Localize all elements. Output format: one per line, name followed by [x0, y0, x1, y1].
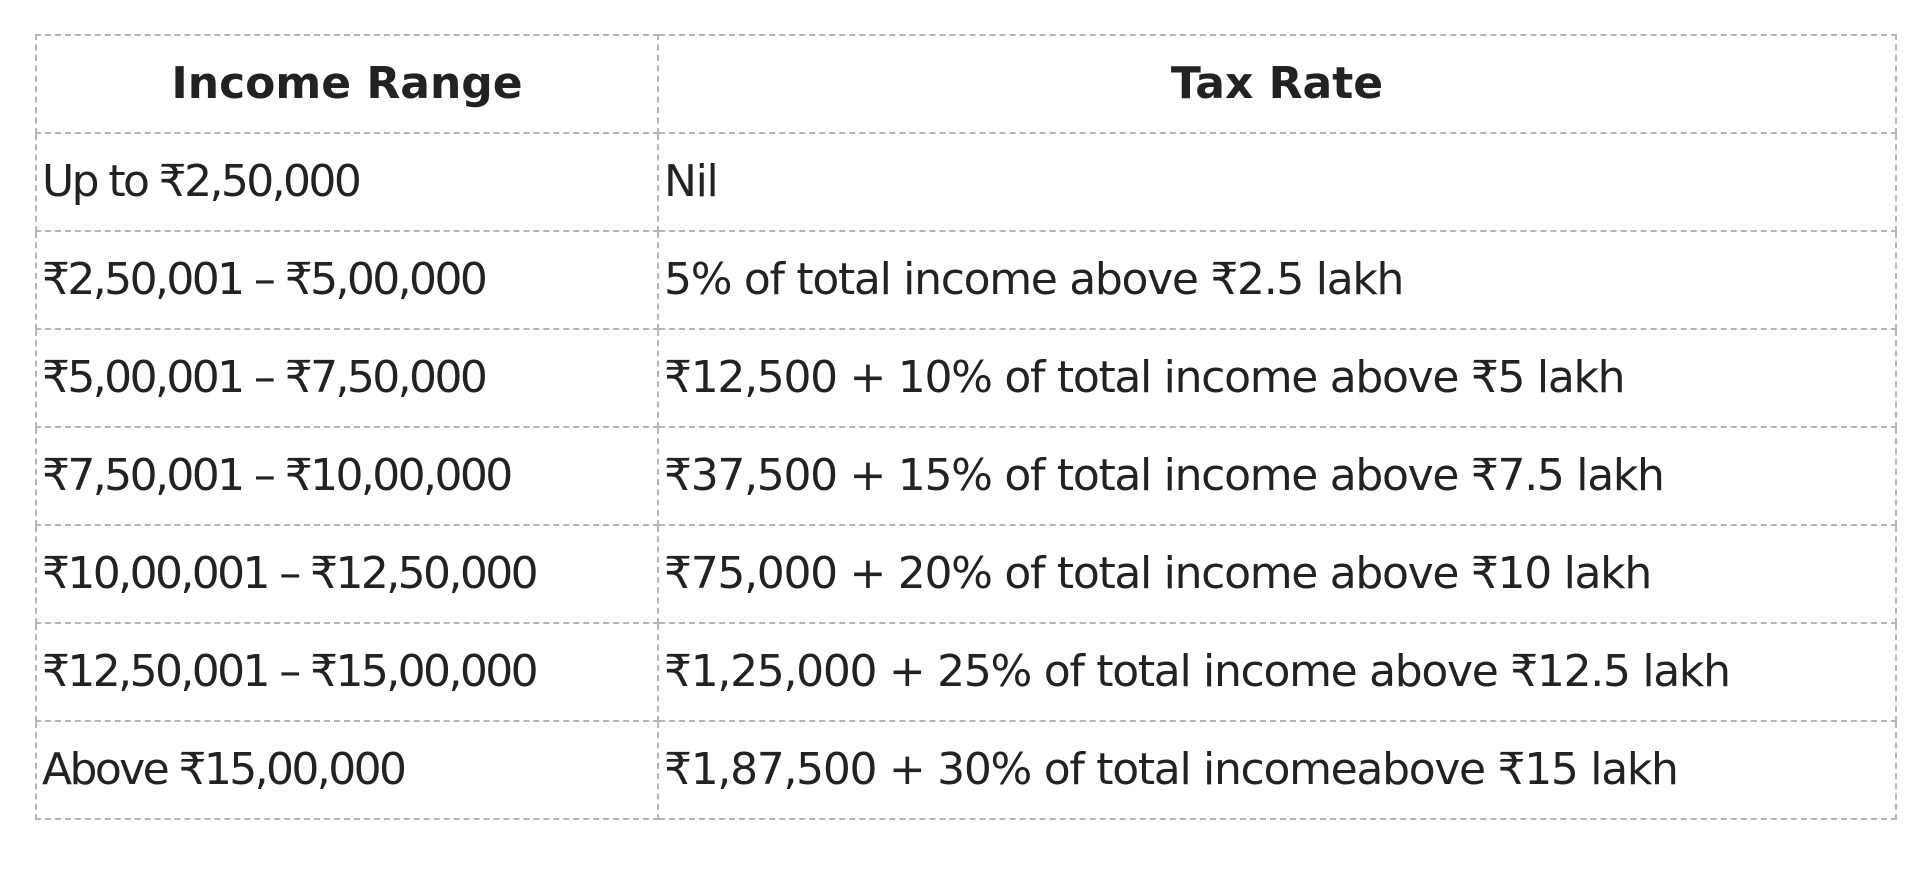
income-range-header: Income Range — [36, 35, 658, 133]
income-range-cell: ₹7,50,001 – ₹10,00,000 — [36, 427, 658, 525]
table-header-row — [36, 35, 1896, 133]
table-row — [36, 231, 1896, 329]
tax-rate-cell: ₹1,25,000 + 25% of total income above ₹12.5 lakh — [658, 623, 1896, 721]
table-row — [36, 329, 1896, 427]
tax-rate-cell: ₹75,000 + 20% of total income above ₹10 lakh — [658, 525, 1896, 623]
income-range-cell: ₹5,00,001 – ₹7,50,000 — [36, 329, 658, 427]
tax-rate-cell: 5% of total income above ₹2.5 lakh — [658, 231, 1896, 329]
table-row — [36, 721, 1896, 819]
table-row — [36, 427, 1896, 525]
table-row — [36, 623, 1896, 721]
income-range-cell: ₹2,50,001 – ₹5,00,000 — [36, 231, 658, 329]
table-row — [36, 133, 1896, 231]
table-row — [36, 525, 1896, 623]
tax-rate-cell: Nil — [658, 133, 1896, 231]
tax-rate-cell: ₹37,500 + 15% of total income above ₹7.5 lakh — [658, 427, 1896, 525]
income-range-cell: Above ₹15,00,000 — [36, 721, 658, 819]
tax-slab-table-container — [35, 34, 1895, 820]
tax-rate-cell: ₹1,87,500 + 30% of total incomeabove ₹15 lakh — [658, 721, 1896, 819]
income-range-cell: Up to ₹2,50,000 — [36, 133, 658, 231]
tax-rate-cell: ₹12,500 + 10% of total income above ₹5 lakh — [658, 329, 1896, 427]
tax-rate-header: Tax Rate — [658, 35, 1896, 133]
income-range-cell: ₹10,00,001 – ₹12,50,000 — [36, 525, 658, 623]
income-range-cell: ₹12,50,001 – ₹15,00,000 — [36, 623, 658, 721]
tax-slab-table — [35, 34, 1897, 820]
